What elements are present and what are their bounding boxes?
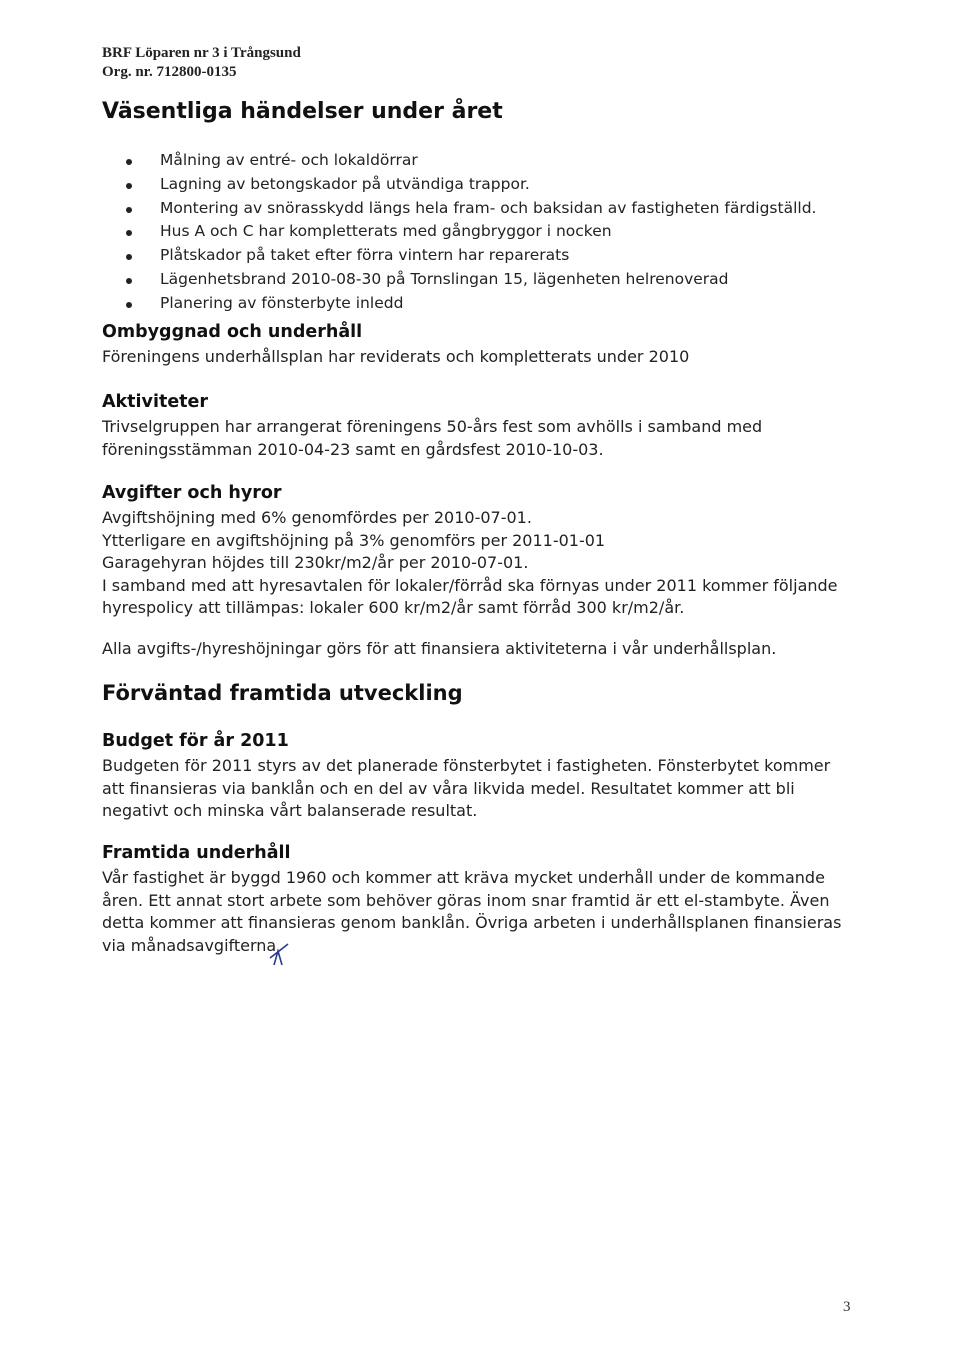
paragraph-line: åren. Ett annat stort arbete som behöver göras inom snar framtid är ett el-stambyte. Även	[102, 890, 830, 910]
paragraph-line: föreningsstämman 2010-04-23 samt en gårdsfest 2010-10-03.	[102, 439, 604, 459]
list-item: Montering av snörasskydd längs hela fram- och baksidan av fastigheten färdigställd.	[126, 197, 816, 221]
section-heading-future: Förväntad framtida utveckling	[102, 681, 463, 705]
avgifter-note	[102, 638, 776, 661]
paragraph-line: Alla avgifts-/hyreshöjningar görs för att finansiera aktiviteterna i vår underhållsplan.	[102, 639, 777, 658]
paragraph-line: Avgiftshöjning med 6% genomfördes per 2010-07-01.	[102, 508, 532, 527]
header-association-name: BRF Löparen nr 3 i Trångsund	[102, 45, 301, 61]
paragraph-line: I samband med att hyresavtalen för lokaler/förråd ska förnyas under 2011 kommer följande	[102, 575, 838, 595]
document-header	[102, 44, 301, 82]
page-title: Väsentliga händelser under året	[102, 99, 503, 124]
aktiviteter-paragraph	[102, 416, 762, 461]
list-item: Hus A och C har kompletterats med gångbryggor i nocken	[126, 220, 816, 244]
paragraph-line: Ytterligare en avgiftshöjning på 3% genomförs per 2011-01-01	[102, 530, 606, 550]
page-number: 3	[843, 1299, 851, 1315]
ombyggnad-paragraph	[102, 346, 689, 369]
section-title-ombyggnad: Ombyggnad och underhåll	[102, 322, 363, 342]
paragraph-line: Vår fastighet är byggd 1960 och kommer att kräva mycket underhåll under de kommande	[102, 868, 825, 887]
paragraph-line: detta kommer att finansieras genom banklån. Övriga arbeten i underhållsplanen finansieras	[102, 913, 842, 933]
header-org-number: Org. nr. 712800-0135	[102, 64, 237, 80]
section-title-budget: Budget för år 2011	[102, 731, 289, 751]
paragraph-line: via månadsavgifterna	[102, 935, 277, 955]
budget-paragraph	[102, 755, 830, 823]
avgifter-paragraph	[102, 507, 838, 620]
list-item: Planering av fönsterbyte inledd	[126, 292, 816, 316]
list-item: Målning av entré- och lokaldörrar	[126, 149, 816, 173]
paragraph-line: Garagehyran höjdes till 230kr/m2/år per 2010-07-01.	[102, 553, 529, 573]
paragraph-line: Föreningens underhållsplan har reviderats och kompletterats under 2010	[102, 347, 690, 366]
section-title-aktiviteter: Aktiviteter	[102, 392, 209, 412]
paragraph-line: att finansieras via banklån och en del av våra likvida medel. Resultatet kommer att bli	[102, 778, 795, 798]
section-title-avgifter: Avgifter och hyror	[102, 483, 282, 503]
section-title-framtida: Framtida underhåll	[102, 843, 291, 863]
list-item: Lägenhetsbrand 2010-08-30 på Tornslingan 15, lägenheten helrenoverad	[126, 268, 816, 292]
paragraph-line: negativt och minska vårt balanserade resultat.	[102, 801, 478, 821]
list-item: Plåtskador på taket efter förra vintern har reparerats	[126, 244, 816, 268]
paragraph-line: hyrespolicy att tillämpas: lokaler 600 kr/m2/år samt förråd 300 kr/m2/år.	[102, 598, 685, 618]
events-list	[126, 149, 816, 316]
paragraph-line: Budgeten för 2011 styrs av det planerade fönsterbytet i fastigheten. Fönsterbytet kommer	[102, 756, 831, 775]
handwritten-initials-mark	[268, 938, 294, 966]
framtida-paragraph	[102, 867, 841, 957]
paragraph-line: Trivselgruppen har arrangerat föreningens 50-års fest som avhölls i samband med	[102, 417, 763, 436]
list-item: Lagning av betongskador på utvändiga trappor.	[126, 173, 816, 197]
